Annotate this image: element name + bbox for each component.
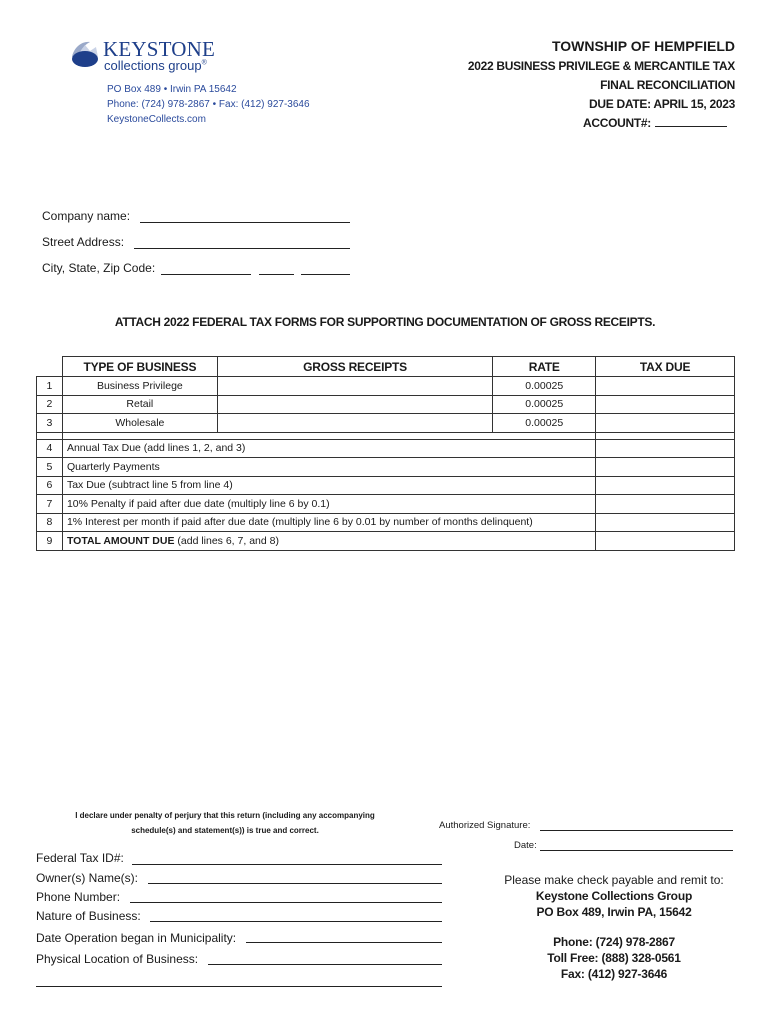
zip-line[interactable] bbox=[301, 274, 350, 275]
header-blank-cell bbox=[37, 357, 63, 377]
company-name-line[interactable] bbox=[140, 222, 350, 223]
rate-value: 0.00025 bbox=[493, 395, 596, 414]
contact-phone: Phone: (724) 978-2867 bbox=[553, 935, 675, 949]
remit-org: Keystone Collections Group bbox=[535, 889, 693, 903]
remit-to-block bbox=[490, 872, 738, 920]
rate-value: 0.00025 bbox=[493, 414, 596, 433]
line-text: (add lines 6, 7, and 8) bbox=[174, 534, 279, 547]
amount-input[interactable] bbox=[596, 439, 735, 458]
city-line[interactable] bbox=[161, 274, 251, 275]
line-number: 2 bbox=[37, 395, 63, 414]
federal-tax-id-line[interactable] bbox=[132, 864, 442, 865]
logo-subtitle-text: collections group bbox=[104, 58, 202, 73]
table-header-row bbox=[37, 357, 735, 377]
address-line-1: PO Box 489 • Irwin PA 15642 bbox=[107, 84, 237, 95]
physical-location-line[interactable] bbox=[208, 964, 442, 965]
table-row bbox=[37, 414, 735, 433]
contact-toll-free: Toll Free: (888) 328-0561 bbox=[547, 951, 681, 965]
line-description bbox=[62, 476, 595, 495]
township-title: TOWNSHIP OF HEMPFIELD bbox=[551, 38, 735, 54]
line-text: Tax Due (subtract line 5 from line 4) bbox=[66, 479, 233, 492]
tax-due-input[interactable] bbox=[596, 414, 735, 433]
amount-input[interactable] bbox=[596, 532, 735, 551]
table-row bbox=[37, 395, 735, 414]
gross-receipts-input[interactable] bbox=[217, 395, 493, 414]
company-name-label: Company name: bbox=[42, 209, 131, 223]
date-label: Date: bbox=[514, 840, 537, 851]
table-row bbox=[37, 532, 735, 551]
line-text: Quarterly Payments bbox=[66, 460, 160, 473]
line-text: Annual Tax Due (add lines 1, 2, and 3) bbox=[66, 442, 246, 455]
gross-receipts-input[interactable] bbox=[217, 414, 493, 433]
address-line-3: KeystoneCollects.com bbox=[107, 114, 206, 125]
authorized-signature-line[interactable] bbox=[540, 830, 733, 831]
gross-receipts-input[interactable] bbox=[217, 377, 493, 396]
keystone-logo-icon bbox=[70, 39, 100, 69]
phone-number-label: Phone Number: bbox=[36, 890, 121, 904]
line-number: 6 bbox=[37, 476, 63, 495]
street-address-label: Street Address: bbox=[42, 235, 125, 249]
contact-fax: Fax: (412) 927-3646 bbox=[560, 967, 668, 981]
date-line[interactable] bbox=[540, 850, 733, 851]
line-number: 9 bbox=[37, 532, 63, 551]
table-row bbox=[37, 476, 735, 495]
business-type: Business Privilege bbox=[62, 377, 217, 396]
tax-due-input[interactable] bbox=[596, 377, 735, 396]
line-number: 1 bbox=[37, 377, 63, 396]
physical-location-line-2[interactable] bbox=[36, 986, 442, 987]
street-address-line[interactable] bbox=[134, 248, 350, 249]
federal-tax-id-label: Federal Tax ID#: bbox=[36, 851, 124, 865]
phone-number-line[interactable] bbox=[130, 902, 442, 903]
line-description bbox=[62, 439, 595, 458]
line-description bbox=[62, 513, 595, 532]
type-of-business-header: TYPE OF BUSINESS bbox=[62, 357, 217, 377]
line-number: 5 bbox=[37, 458, 63, 477]
physical-location-label: Physical Location of Business: bbox=[36, 952, 199, 966]
table-row bbox=[37, 495, 735, 514]
line-text: 1% Interest per month if paid after due date (multiply line 6 by 0.01 by number of months delinquent) bbox=[66, 516, 533, 529]
logo-name: KEYSTONE bbox=[103, 37, 216, 61]
line-text: 10% Penalty if paid after due date (multiply line 6 by 0.1) bbox=[66, 497, 330, 510]
form-header bbox=[468, 37, 735, 133]
line-number: 8 bbox=[37, 513, 63, 532]
rate-header: RATE bbox=[493, 357, 596, 377]
address-line-2: Phone: (724) 978-2867 • Fax: (412) 927-3646 bbox=[107, 99, 310, 110]
amount-input[interactable] bbox=[596, 476, 735, 495]
company-address bbox=[107, 82, 310, 127]
table-row bbox=[37, 513, 735, 532]
line-description bbox=[62, 458, 595, 477]
form-type: FINAL RECONCILIATION bbox=[600, 78, 735, 92]
remit-intro: Please make check payable and remit to: bbox=[504, 873, 724, 887]
business-type: Wholesale bbox=[62, 414, 217, 433]
attach-notice: ATTACH 2022 FEDERAL TAX FORMS FOR SUPPORTING DOCUMENTATION OF GROSS RECEIPTS. bbox=[114, 315, 656, 329]
gross-receipts-header: GROSS RECEIPTS bbox=[217, 357, 493, 377]
business-type: Retail bbox=[62, 395, 217, 414]
tax-subtitle: 2022 BUSINESS PRIVILEGE & MERCANTILE TAX bbox=[467, 59, 735, 73]
amount-input[interactable] bbox=[596, 458, 735, 477]
state-line[interactable] bbox=[259, 274, 294, 275]
logo-subtitle: collections group® bbox=[104, 58, 207, 73]
table-row bbox=[37, 458, 735, 477]
company-info bbox=[42, 209, 155, 287]
tax-due-input[interactable] bbox=[596, 395, 735, 414]
line-bold-text: TOTAL AMOUNT DUE bbox=[66, 534, 175, 547]
due-date: DUE DATE: APRIL 15, 2023 bbox=[589, 97, 735, 111]
account-row bbox=[468, 114, 735, 133]
account-label: ACCOUNT#: bbox=[583, 116, 651, 130]
line-description bbox=[62, 532, 595, 551]
table-spacer-row bbox=[37, 432, 735, 439]
city-state-zip-label: City, State, Zip Code: bbox=[42, 261, 156, 275]
line-description bbox=[62, 495, 595, 514]
date-operation-began-line[interactable] bbox=[246, 942, 442, 943]
tax-table bbox=[36, 356, 735, 551]
rate-value: 0.00025 bbox=[493, 377, 596, 396]
nature-of-business-label: Nature of Business: bbox=[36, 909, 141, 923]
owners-name-label: Owner(s) Name(s): bbox=[36, 871, 139, 885]
spacer-cell bbox=[37, 432, 63, 439]
keystone-logo bbox=[70, 37, 230, 77]
declaration-line-1: I declare under penalty of perjury that this return (including any accompanying bbox=[75, 811, 375, 820]
spacer-cell bbox=[596, 432, 735, 439]
line-number: 7 bbox=[37, 495, 63, 514]
authorized-signature-label: Authorized Signature: bbox=[439, 820, 531, 831]
perjury-declaration bbox=[40, 808, 410, 838]
nature-of-business-line[interactable] bbox=[150, 921, 442, 922]
amount-input[interactable] bbox=[596, 513, 735, 532]
table-row bbox=[37, 439, 735, 458]
line-number: 4 bbox=[37, 439, 63, 458]
owners-name-line[interactable] bbox=[148, 883, 442, 884]
contact-block bbox=[490, 934, 738, 982]
line-number: 3 bbox=[37, 414, 63, 433]
date-operation-began-label: Date Operation began in Municipality: bbox=[36, 931, 237, 945]
tax-due-header: TAX DUE bbox=[596, 357, 735, 377]
remit-address: PO Box 489, Irwin PA, 15642 bbox=[536, 905, 692, 919]
table-row bbox=[37, 377, 735, 396]
spacer-cell bbox=[62, 432, 595, 439]
declaration-line-2: schedule(s) and statement(s)) is true and correct. bbox=[131, 826, 319, 835]
account-input-line[interactable] bbox=[655, 116, 727, 127]
amount-input[interactable] bbox=[596, 495, 735, 514]
